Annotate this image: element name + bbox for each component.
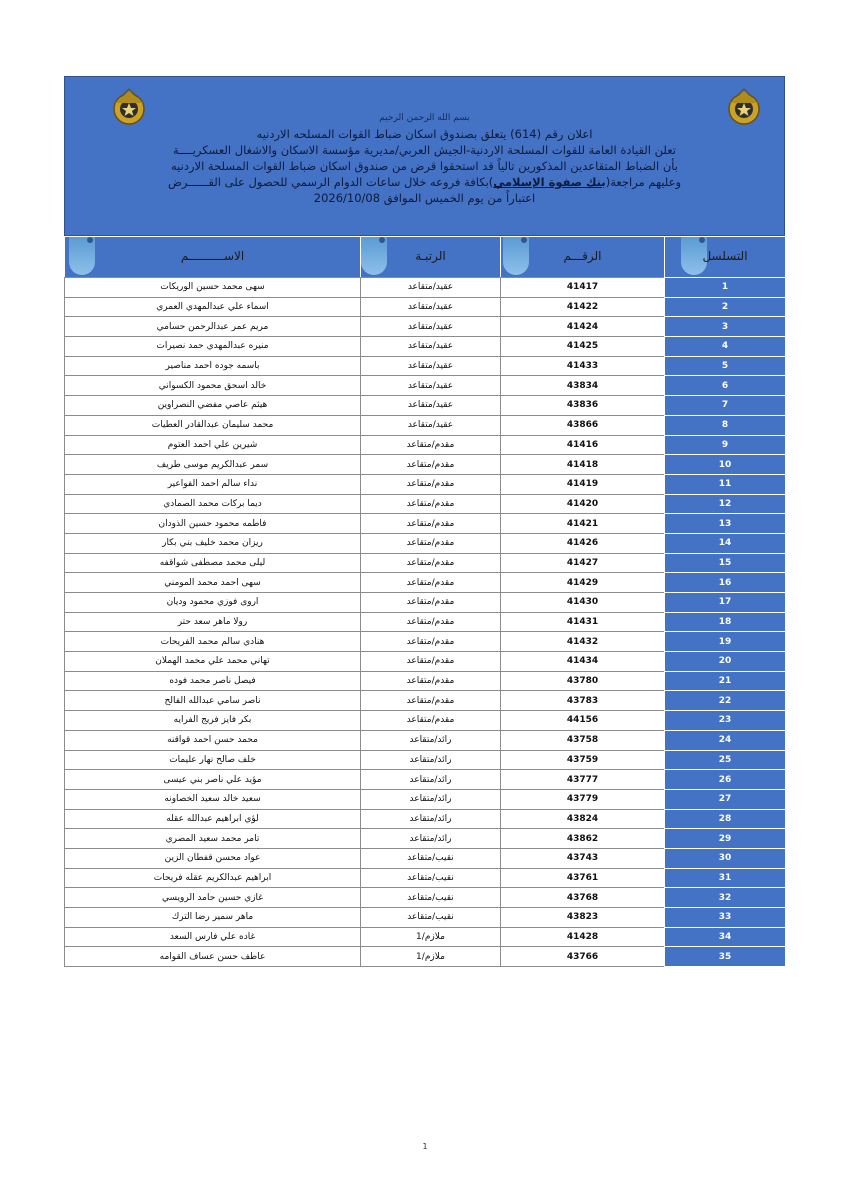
rank-cell: عقيد/متقاعد bbox=[361, 278, 501, 298]
rank-cell: مقدم/متقاعد bbox=[361, 455, 501, 475]
rank-cell: ملازم/1 bbox=[361, 927, 501, 947]
rank-cell: مقدم/متقاعد bbox=[361, 711, 501, 731]
table-row bbox=[65, 455, 786, 475]
seq-cell: 1 bbox=[665, 278, 786, 298]
column-header-name bbox=[64, 237, 360, 277]
rank-cell: نقيب/متقاعد bbox=[361, 868, 501, 888]
table-row bbox=[65, 376, 786, 396]
number-cell: 43768 bbox=[501, 888, 665, 908]
table-row bbox=[65, 514, 786, 534]
name-cell: هيثم عاصي مفضي النصراوين bbox=[65, 396, 361, 416]
seq-cell: 24 bbox=[665, 730, 786, 750]
seq-cell: 17 bbox=[665, 593, 786, 613]
number-cell: 43824 bbox=[501, 809, 665, 829]
name-cell: خلف صالح نهار عليمات bbox=[65, 750, 361, 770]
officers-table bbox=[64, 277, 786, 967]
table-row bbox=[65, 297, 786, 317]
table-row bbox=[65, 809, 786, 829]
column-header-rank-label: الرتبـة bbox=[415, 249, 446, 263]
number-cell: 41429 bbox=[501, 573, 665, 593]
number-cell: 43783 bbox=[501, 691, 665, 711]
table-row bbox=[65, 691, 786, 711]
seq-cell: 32 bbox=[665, 888, 786, 908]
column-header-seq-label: التسلسل bbox=[702, 249, 748, 263]
name-cell: فيصل ناصر محمد فوده bbox=[65, 671, 361, 691]
table-row bbox=[65, 474, 786, 494]
number-cell: 43766 bbox=[501, 947, 665, 967]
seq-cell: 5 bbox=[665, 356, 786, 376]
name-cell: ليلى محمد مصطفى شواقفه bbox=[65, 553, 361, 573]
rank-cell: رائد/متقاعد bbox=[361, 750, 501, 770]
basmala: بسم الله الرحمن الرحيم bbox=[379, 113, 470, 123]
seq-cell: 15 bbox=[665, 553, 786, 573]
table-row bbox=[65, 573, 786, 593]
name-cell: ماهر سمير رضا الترك bbox=[65, 908, 361, 928]
rank-cell: مقدم/متقاعد bbox=[361, 533, 501, 553]
table-row bbox=[65, 553, 786, 573]
seq-cell: 23 bbox=[665, 711, 786, 731]
table-row bbox=[65, 415, 786, 435]
name-cell: مريم عمر عبدالرحمن حسامي bbox=[65, 317, 361, 337]
table-row bbox=[65, 652, 786, 672]
name-cell: تهاني محمد علي محمد الهملان bbox=[65, 652, 361, 672]
seq-cell: 35 bbox=[665, 947, 786, 967]
table-row bbox=[65, 533, 786, 553]
number-cell: 41425 bbox=[501, 337, 665, 357]
name-cell: سعيد خالد سعيد الخصاونه bbox=[65, 789, 361, 809]
name-cell: سهى احمد محمد المومني bbox=[65, 573, 361, 593]
table-row bbox=[65, 868, 786, 888]
name-cell: منيره عبدالمهدي حمد نصيرات bbox=[65, 337, 361, 357]
announcement-header bbox=[64, 76, 785, 236]
number-cell: 43743 bbox=[501, 848, 665, 868]
number-cell: 43758 bbox=[501, 730, 665, 750]
table-row bbox=[65, 435, 786, 455]
rank-cell: عقيد/متقاعد bbox=[361, 415, 501, 435]
seq-cell: 9 bbox=[665, 435, 786, 455]
seq-cell: 31 bbox=[665, 868, 786, 888]
name-cell: نداء سالم احمد الفواعير bbox=[65, 474, 361, 494]
name-cell: عاطف حسن عساف القوامه bbox=[65, 947, 361, 967]
name-cell: عواد محسن قفطان الزين bbox=[65, 848, 361, 868]
name-cell: باسمه جوده احمد مناصير bbox=[65, 356, 361, 376]
seq-cell: 29 bbox=[665, 829, 786, 849]
name-cell: بكر فايز فريج الفرايه bbox=[65, 711, 361, 731]
seq-cell: 34 bbox=[665, 927, 786, 947]
rank-cell: نقيب/متقاعد bbox=[361, 908, 501, 928]
name-cell: لؤي ابراهيم عبدالله عقله bbox=[65, 809, 361, 829]
seq-cell: 16 bbox=[665, 573, 786, 593]
seq-cell: 33 bbox=[665, 908, 786, 928]
number-cell: 41432 bbox=[501, 632, 665, 652]
table-row bbox=[65, 612, 786, 632]
number-cell: 43823 bbox=[501, 908, 665, 928]
table-row bbox=[65, 317, 786, 337]
seq-cell: 11 bbox=[665, 474, 786, 494]
column-header-rank bbox=[360, 237, 500, 277]
name-cell: سهى محمد حسين الوريكات bbox=[65, 278, 361, 298]
table-row bbox=[65, 337, 786, 357]
number-cell: 41431 bbox=[501, 612, 665, 632]
number-cell: 41426 bbox=[501, 533, 665, 553]
seq-cell: 14 bbox=[665, 533, 786, 553]
column-header-name-label: الاســــــــــم bbox=[180, 249, 245, 263]
name-cell: رولا ماهر سعد حتر bbox=[65, 612, 361, 632]
seq-cell: 7 bbox=[665, 396, 786, 416]
rank-cell: رائد/متقاعد bbox=[361, 730, 501, 750]
number-cell: 41428 bbox=[501, 927, 665, 947]
name-cell: اسماء علي عبدالمهدي العمري bbox=[65, 297, 361, 317]
seq-cell: 18 bbox=[665, 612, 786, 632]
seq-cell: 13 bbox=[665, 514, 786, 534]
name-cell: غاده علي فارس السعد bbox=[65, 927, 361, 947]
rank-cell: عقيد/متقاعد bbox=[361, 356, 501, 376]
rank-cell: عقيد/متقاعد bbox=[361, 396, 501, 416]
number-cell: 41420 bbox=[501, 494, 665, 514]
rank-cell: عقيد/متقاعد bbox=[361, 337, 501, 357]
name-cell: اروى فوزي محمود وديان bbox=[65, 593, 361, 613]
announcement-line: بأن الضباط المتقاعدين المذكورين تالياً قد استحقوا قرض من صندوق اسكان ضباط القوات المسلحة الاردنيه bbox=[171, 159, 678, 173]
table-row bbox=[65, 789, 786, 809]
name-cell: محمد سليمان عبدالقادر العطيات bbox=[65, 415, 361, 435]
number-cell: 41421 bbox=[501, 514, 665, 534]
number-cell: 41418 bbox=[501, 455, 665, 475]
name-cell: شيرين علي احمد العتوم bbox=[65, 435, 361, 455]
column-header-number-label: الرقـــم bbox=[563, 249, 602, 263]
rank-cell: مقدم/متقاعد bbox=[361, 474, 501, 494]
rank-cell: رائد/متقاعد bbox=[361, 809, 501, 829]
rank-cell: نقيب/متقاعد bbox=[361, 888, 501, 908]
table-row bbox=[65, 927, 786, 947]
column-header-number bbox=[500, 237, 664, 277]
name-cell: ابراهيم عبدالكريم عقله فريحات bbox=[65, 868, 361, 888]
rank-cell: مقدم/متقاعد bbox=[361, 494, 501, 514]
name-cell: ديما بركات محمد الصمادي bbox=[65, 494, 361, 514]
name-cell: ناصر سامي عبدالله الفالح bbox=[65, 691, 361, 711]
rank-cell: مقدم/متقاعد bbox=[361, 514, 501, 534]
announcement-title: اعلان رقم (614) يتعلق بصندوق اسكان ضباط القوات المسلحه الاردنيه bbox=[256, 127, 593, 141]
number-cell: 41430 bbox=[501, 593, 665, 613]
effective-date: اعتباراً من يوم الخميس الموافق 2026/10/08 bbox=[313, 191, 536, 205]
rank-cell: مقدم/متقاعد bbox=[361, 652, 501, 672]
seq-cell: 25 bbox=[665, 750, 786, 770]
seq-cell: 20 bbox=[665, 652, 786, 672]
table-row bbox=[65, 671, 786, 691]
table-row bbox=[65, 711, 786, 731]
number-cell: 43834 bbox=[501, 376, 665, 396]
number-cell: 43779 bbox=[501, 789, 665, 809]
page-number: 1 bbox=[422, 1142, 428, 1151]
table-row bbox=[65, 829, 786, 849]
seq-cell: 3 bbox=[665, 317, 786, 337]
rank-cell: مقدم/متقاعد bbox=[361, 612, 501, 632]
table-row bbox=[65, 278, 786, 298]
rank-cell: مقدم/متقاعد bbox=[361, 671, 501, 691]
name-cell: ريزان محمد خليف بني بكار bbox=[65, 533, 361, 553]
seq-cell: 2 bbox=[665, 297, 786, 317]
rank-cell: رائد/متقاعد bbox=[361, 789, 501, 809]
number-cell: 41417 bbox=[501, 278, 665, 298]
table-row bbox=[65, 593, 786, 613]
seq-cell: 10 bbox=[665, 455, 786, 475]
seq-cell: 30 bbox=[665, 848, 786, 868]
number-cell: 43866 bbox=[501, 415, 665, 435]
number-cell: 43761 bbox=[501, 868, 665, 888]
seq-cell: 28 bbox=[665, 809, 786, 829]
number-cell: 41424 bbox=[501, 317, 665, 337]
name-cell: غازي حسين حامد الرويسي bbox=[65, 888, 361, 908]
name-cell: سمر عبدالكريم موسى طريف bbox=[65, 455, 361, 475]
number-cell: 41419 bbox=[501, 474, 665, 494]
number-cell: 43759 bbox=[501, 750, 665, 770]
table-row bbox=[65, 770, 786, 790]
announcement-line bbox=[65, 175, 784, 189]
seq-cell: 4 bbox=[665, 337, 786, 357]
table-row bbox=[65, 730, 786, 750]
rank-cell: نقيب/متقاعد bbox=[361, 848, 501, 868]
rank-cell: ملازم/1 bbox=[361, 947, 501, 967]
name-cell: هنادي سالم محمد الفريحات bbox=[65, 632, 361, 652]
seq-cell: 19 bbox=[665, 632, 786, 652]
number-cell: 43777 bbox=[501, 770, 665, 790]
number-cell: 43862 bbox=[501, 829, 665, 849]
seq-cell: 26 bbox=[665, 770, 786, 790]
number-cell: 41427 bbox=[501, 553, 665, 573]
rank-cell: عقيد/متقاعد bbox=[361, 297, 501, 317]
rank-cell: مقدم/متقاعد bbox=[361, 553, 501, 573]
rank-cell: مقدم/متقاعد bbox=[361, 435, 501, 455]
table-row bbox=[65, 908, 786, 928]
table-row bbox=[65, 848, 786, 868]
seq-cell: 6 bbox=[665, 376, 786, 396]
table-row bbox=[65, 396, 786, 416]
table-row bbox=[65, 750, 786, 770]
column-header-seq bbox=[664, 237, 785, 277]
rank-cell: رائد/متقاعد bbox=[361, 770, 501, 790]
seq-cell: 8 bbox=[665, 415, 786, 435]
rank-cell: رائد/متقاعد bbox=[361, 829, 501, 849]
name-cell: خالد اسحق محمود الكسواني bbox=[65, 376, 361, 396]
seq-cell: 22 bbox=[665, 691, 786, 711]
seq-cell: 27 bbox=[665, 789, 786, 809]
bank-name: بنك صفوة الإسلامي bbox=[493, 175, 606, 189]
seq-cell: 21 bbox=[665, 671, 786, 691]
announcement-text: وعليهم مراجعة( bbox=[605, 175, 682, 189]
name-cell: محمد حسن احمد قواقنه bbox=[65, 730, 361, 750]
number-cell: 43780 bbox=[501, 671, 665, 691]
table-row bbox=[65, 632, 786, 652]
number-cell: 43836 bbox=[501, 396, 665, 416]
name-cell: تامر محمد سعيد المصري bbox=[65, 829, 361, 849]
rank-cell: مقدم/متقاعد bbox=[361, 593, 501, 613]
rank-cell: عقيد/متقاعد bbox=[361, 376, 501, 396]
rank-cell: مقدم/متقاعد bbox=[361, 691, 501, 711]
number-cell: 41416 bbox=[501, 435, 665, 455]
announcement-line: تعلن القيادة العامة للقوات المسلحة الاردنية-الجيش العربي/مديرية مؤسسة الاسكان والاشغال العسكريــــة bbox=[173, 143, 676, 157]
number-cell: 41433 bbox=[501, 356, 665, 376]
rank-cell: مقدم/متقاعد bbox=[361, 632, 501, 652]
number-cell: 41434 bbox=[501, 652, 665, 672]
name-cell: فاطمه محمود حسين الذودان bbox=[65, 514, 361, 534]
table-row bbox=[65, 947, 786, 967]
table-row bbox=[65, 888, 786, 908]
announcement-text: )بكافة فروعه خلال ساعات الدوام الرسمي للحصول على القــــــرض bbox=[167, 175, 494, 189]
name-cell: مؤيد علي ناصر بني عيسى bbox=[65, 770, 361, 790]
rank-cell: عقيد/متقاعد bbox=[361, 317, 501, 337]
table-row bbox=[65, 494, 786, 514]
rank-cell: مقدم/متقاعد bbox=[361, 573, 501, 593]
number-cell: 41422 bbox=[501, 297, 665, 317]
seq-cell: 12 bbox=[665, 494, 786, 514]
table-row bbox=[65, 356, 786, 376]
number-cell: 44156 bbox=[501, 711, 665, 731]
